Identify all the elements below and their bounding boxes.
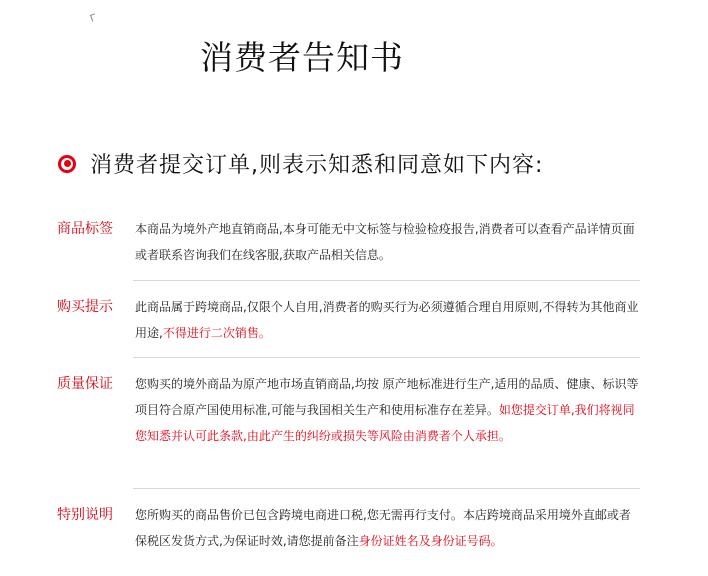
section-highlight: 身份证姓名及身份证号码。 bbox=[358, 534, 503, 548]
corner-mark bbox=[90, 13, 97, 21]
section-text: 您所购买的商品售价已包含跨境电商进口税,您无需再行支付。本店跨境商品采用境外直邮或者保税区发货方式,为保证时效,请您提前备注 bbox=[135, 508, 631, 548]
section-text: 此商品属于跨境商品,仅限个人自用,消费者的购买行为必须遵循合理自用原则,不得转为其他商业用途, bbox=[135, 300, 639, 340]
section-text: 本商品为境外产地直销商品,本身可能无中文标签与检验检疫报告,消费者可以查看产品详情页面或者联系咨询我们在线客服,获取产品相关信息。 bbox=[135, 222, 635, 262]
section-label: 商品标签 bbox=[57, 221, 113, 237]
section-body bbox=[135, 216, 642, 268]
divider bbox=[133, 280, 640, 281]
section-quality-guarantee bbox=[57, 371, 642, 449]
section-purchase-notice bbox=[57, 294, 642, 346]
section-text: 您购买的境外商品为原产地市场直销商品,均按 原产地标准进行生产,适用的品质、健康、标识等项目符合原产国使用标准,可能与我国相关生产和使用标准存在差异。 bbox=[135, 377, 639, 417]
section-body bbox=[135, 502, 642, 554]
page-title: 消费者告知书 bbox=[200, 38, 404, 77]
target-dot-icon bbox=[58, 155, 76, 173]
section-body bbox=[135, 294, 642, 346]
divider bbox=[133, 488, 640, 489]
section-label: 特别说明 bbox=[57, 507, 113, 523]
section-body bbox=[135, 371, 642, 449]
notice-headline bbox=[58, 148, 543, 179]
headline-text: 消费者提交订单,则表示知悉和同意如下内容: bbox=[90, 153, 544, 178]
section-label: 购买提示 bbox=[57, 299, 113, 315]
section-label: 质量保证 bbox=[57, 376, 113, 392]
divider bbox=[133, 357, 640, 358]
section-special-note bbox=[57, 502, 642, 554]
section-highlight: 如您提交订单,我们将视同您知悉并认可此条款,由此产生的纠纷或损失等风险由消费者个人承担。 bbox=[135, 403, 635, 443]
section-product-label bbox=[57, 216, 642, 268]
section-highlight: 不得进行二次销售。 bbox=[162, 326, 271, 340]
